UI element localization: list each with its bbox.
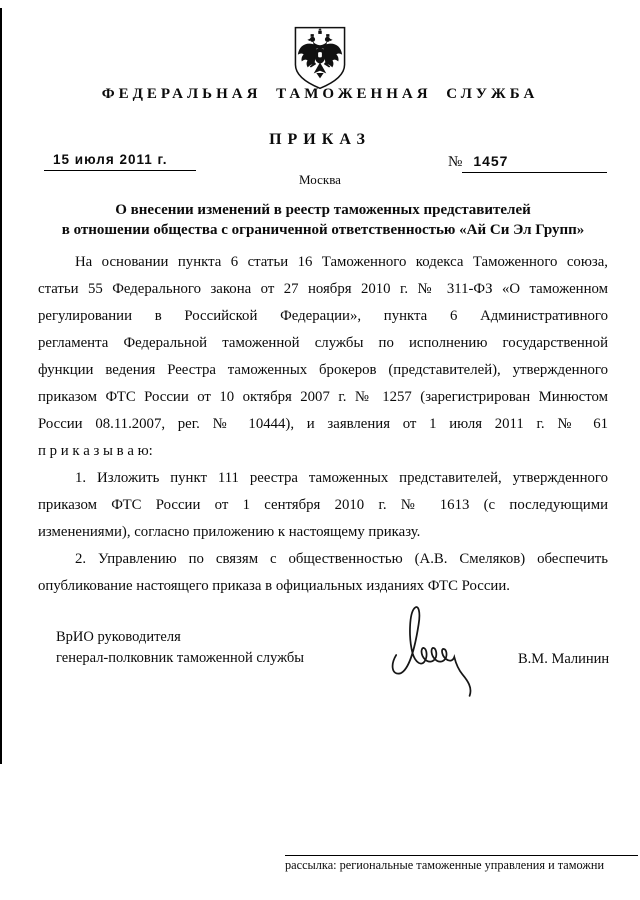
text-line: регламента Федеральной таможенной службы по исполнению государственной bbox=[38, 335, 608, 351]
text-line: функции ведения Реестра таможенных брокеров (представителей), утвержденного bbox=[38, 362, 608, 378]
order-item-1 bbox=[38, 465, 608, 546]
distribution-note: рассылка: региональные таможенные управления и таможни bbox=[285, 855, 638, 873]
coat-of-arms-icon bbox=[294, 26, 346, 90]
document-body bbox=[38, 249, 608, 600]
text-line: опубликование настоящего приказа в официальных изданиях ФТС России. bbox=[38, 578, 510, 594]
preamble-paragraph bbox=[38, 249, 608, 465]
date-field bbox=[44, 152, 196, 171]
signer-position-line2: генерал-полковник таможенной службы bbox=[56, 649, 305, 666]
text-line: п р и к а з ы в а ю: bbox=[38, 443, 153, 459]
doc-type-title: ПРИКАЗ bbox=[269, 131, 371, 148]
order-item-2 bbox=[38, 546, 608, 600]
city-label: Москва bbox=[299, 172, 341, 187]
number-value: 1457 bbox=[462, 153, 607, 173]
signature-scribble-icon bbox=[388, 602, 490, 704]
text-line: 2. Управлению по связям с общественностью (А.В. Смеляков) обеспечить bbox=[75, 551, 608, 567]
text-line: России 08.11.2007, рег. № 10444), и заявления от 1 июля 2011 г. № 61 bbox=[38, 416, 608, 432]
signer-name: В.М. Малинин bbox=[518, 651, 610, 667]
numero-sign: № bbox=[448, 154, 463, 170]
text-line: статьи 55 Федерального закона от 27 ноября 2010 г. № 311-ФЗ «О таможенном bbox=[38, 281, 608, 297]
scan-edge-artifact bbox=[0, 8, 2, 764]
document-title-line1: О внесении изменений в реестр таможенных представителей bbox=[115, 202, 531, 218]
text-line: На основании пункта 6 статьи 16 Таможенного кодекса Таможенного союза, bbox=[75, 254, 608, 270]
document-title-line2: в отношении общества с ограниченной ответственностью «Ай Си Эл Групп» bbox=[61, 222, 585, 238]
text-line: изменениями), согласно приложению к настоящему приказу. bbox=[38, 524, 421, 540]
text-line: приказом ФТС России от 1 сентября 2010 г. № 1613 (с последующими bbox=[38, 497, 608, 513]
signer-position bbox=[56, 627, 304, 668]
text-line: 1. Изложить пункт 111 реестра таможенных представителей, утвержденного bbox=[75, 470, 608, 486]
number-field bbox=[448, 153, 607, 173]
text-line: регулировании в Российской Федерации», пункта 6 Административного bbox=[38, 308, 608, 324]
text-line: приказом ФТС России от 10 октября 2007 г. № 1257 (зарегистрирован Минюстом bbox=[38, 389, 608, 405]
date-value: 15 июля 2011 г. bbox=[44, 152, 196, 171]
agency-title: ФЕДЕРАЛЬНАЯ ТАМОЖЕННАЯ СЛУЖБА bbox=[101, 86, 539, 102]
signer-position-line1: ВрИО руководителя bbox=[56, 629, 181, 645]
document-title bbox=[35, 200, 611, 240]
